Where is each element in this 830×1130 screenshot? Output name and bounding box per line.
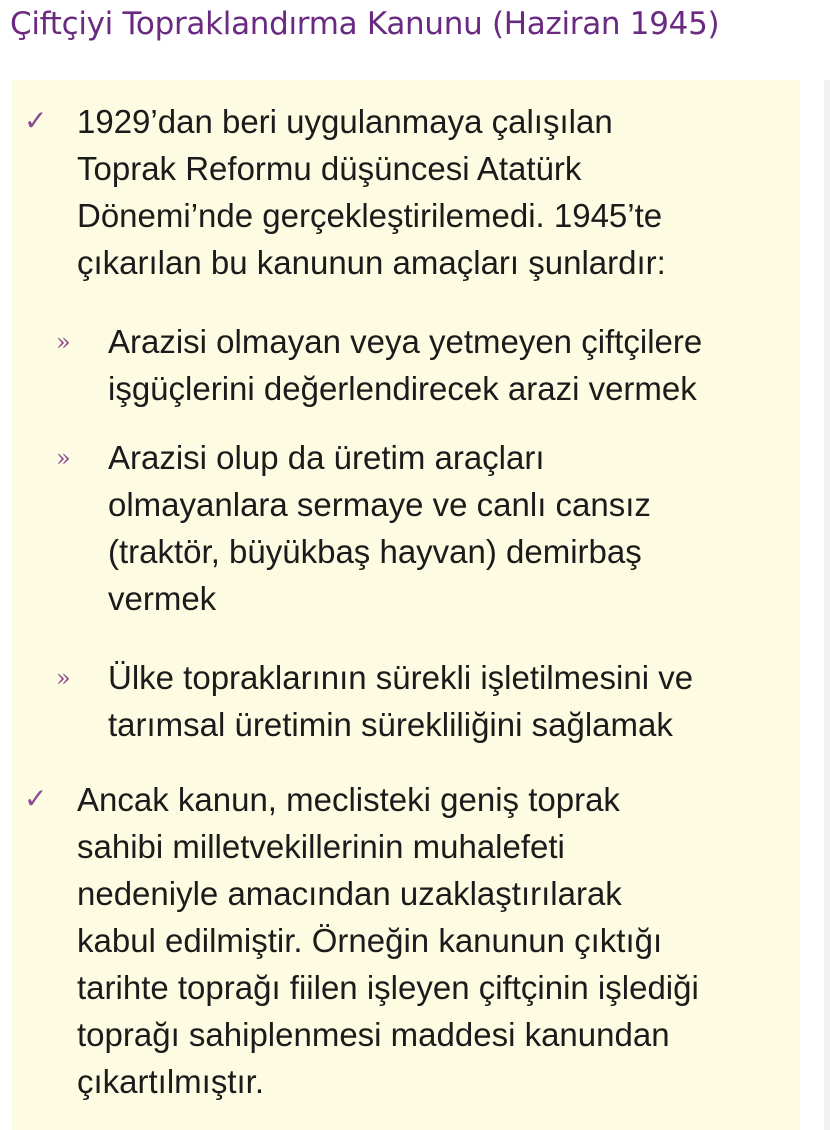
item-1-line-2: Toprak Reformu düşüncesi Atatürk bbox=[77, 150, 582, 187]
item-1-text bbox=[77, 98, 666, 286]
sub-item-2-line-3: (traktör, büyükbaş hayvan) demirbaş bbox=[108, 533, 642, 570]
sub-item-2-line-1: Arazisi olup da üretim araçları bbox=[108, 439, 545, 476]
bullet-icon: » bbox=[56, 664, 71, 692]
item-2-line-2: sahibi milletvekillerinin muhalefeti bbox=[77, 828, 565, 865]
check-icon: ✓ bbox=[24, 104, 48, 137]
item-2-line-6: toprağı sahiplenmesi maddesi kanundan bbox=[77, 1016, 670, 1053]
bullet-icon: » bbox=[56, 328, 71, 356]
item-2-line-1: Ancak kanun, meclisteki geniş toprak bbox=[77, 781, 620, 818]
sub-item-2-text bbox=[108, 434, 651, 622]
sub-item-3-line-1: Ülke topraklarının sürekli işletilmesini ve bbox=[108, 659, 694, 696]
sub-item-2-line-4: vermek bbox=[108, 580, 217, 617]
item-1-line-4: çıkarılan bu kanunun amaçları şunlardır: bbox=[77, 244, 666, 281]
sub-item-3-line-2: tarımsal üretimin sürekliliğini sağlamak bbox=[108, 706, 673, 743]
sub-item-2-line-2: olmayanlara sermaye ve canlı cansız bbox=[108, 486, 651, 523]
content-panel bbox=[12, 80, 800, 1130]
item-2-line-7: çıkartılmıştır. bbox=[77, 1063, 265, 1100]
bullet-icon: » bbox=[56, 444, 71, 472]
scrollbar-track[interactable] bbox=[824, 80, 830, 1130]
page-title: Çiftçiyi Topraklandırma Kanunu (Haziran 1945) bbox=[10, 6, 720, 42]
item-2-line-5: tarihte toprağı fiilen işleyen çiftçinin işlediği bbox=[77, 969, 699, 1006]
item-2-line-4: kabul edilmiştir. Örneğin kanunun çıktığı bbox=[77, 922, 663, 959]
sub-item-1-line-2: işgüçlerini değerlendirecek arazi vermek bbox=[108, 370, 697, 407]
sub-item-3-text bbox=[108, 654, 693, 748]
item-2-text bbox=[77, 776, 699, 1105]
sub-item-1-text bbox=[108, 318, 702, 412]
check-icon: ✓ bbox=[24, 782, 48, 815]
item-1-line-1: 1929’dan beri uygulanmaya çalışılan bbox=[77, 103, 613, 140]
item-2-line-3: nedeniyle amacından uzaklaştırılarak bbox=[77, 875, 622, 912]
sub-item-1-line-1: Arazisi olmayan veya yetmeyen çiftçilere bbox=[108, 323, 703, 360]
item-1-line-3: Dönemi’nde gerçekleştirilemedi. 1945’te bbox=[77, 197, 663, 234]
